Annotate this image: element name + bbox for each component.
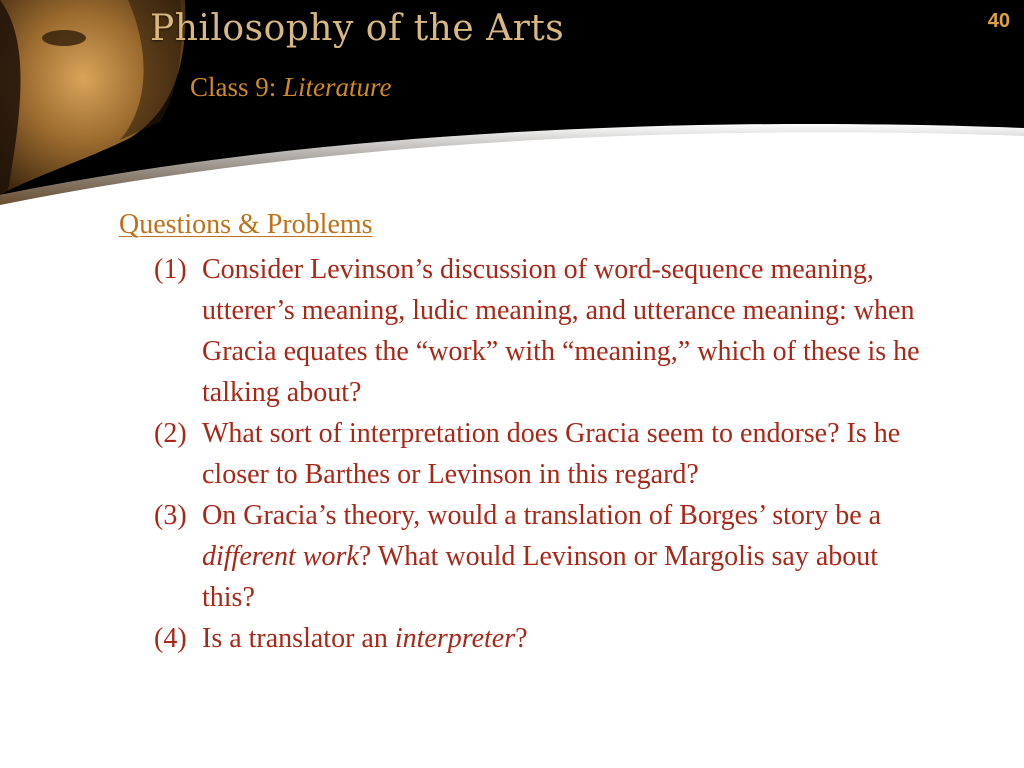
text-run: On Gracia’s theory, would a translation of Borges’ story be a <box>202 500 882 531</box>
question-number: (1) <box>154 254 187 285</box>
question-item <box>119 249 922 413</box>
slide-content <box>119 207 979 659</box>
question-number: (2) <box>154 418 187 449</box>
class-subtitle <box>190 72 392 103</box>
question-text <box>202 500 881 613</box>
section-heading: Questions & Problems <box>119 209 373 240</box>
question-text <box>202 254 920 408</box>
question-text <box>202 418 900 490</box>
text-run: Consider Levinson’s discussion of word-sequence meaning, utterer’s meaning, ludic meaning, and utterance meaning: when Gracia equates the “work” with “meaning,” which of these is he talking about? <box>202 254 920 408</box>
question-text <box>202 623 528 654</box>
slide-number: 40 <box>987 10 1010 32</box>
class-label: Class 9: <box>190 72 284 102</box>
emphasis-text: interpreter <box>394 623 516 654</box>
question-list <box>119 249 979 659</box>
text-run: What sort of interpretation does Gracia seem to endorse? Is he closer to Barthes or Levinson in this regard? <box>202 418 901 490</box>
question-item <box>119 495 922 618</box>
text-run: ? <box>515 623 528 654</box>
class-topic: Literature <box>283 72 392 102</box>
presentation-title: Philosophy of the Arts <box>150 8 565 49</box>
question-number: (4) <box>154 623 187 654</box>
question-item <box>119 618 922 659</box>
text-run: ? What would Levinson or Margolis say about this? <box>202 541 879 613</box>
portrait-eye <box>42 30 86 46</box>
emphasis-text: different work <box>202 541 359 572</box>
question-number: (3) <box>154 500 187 531</box>
text-run: Is a translator an <box>202 623 395 654</box>
question-item <box>119 413 922 495</box>
